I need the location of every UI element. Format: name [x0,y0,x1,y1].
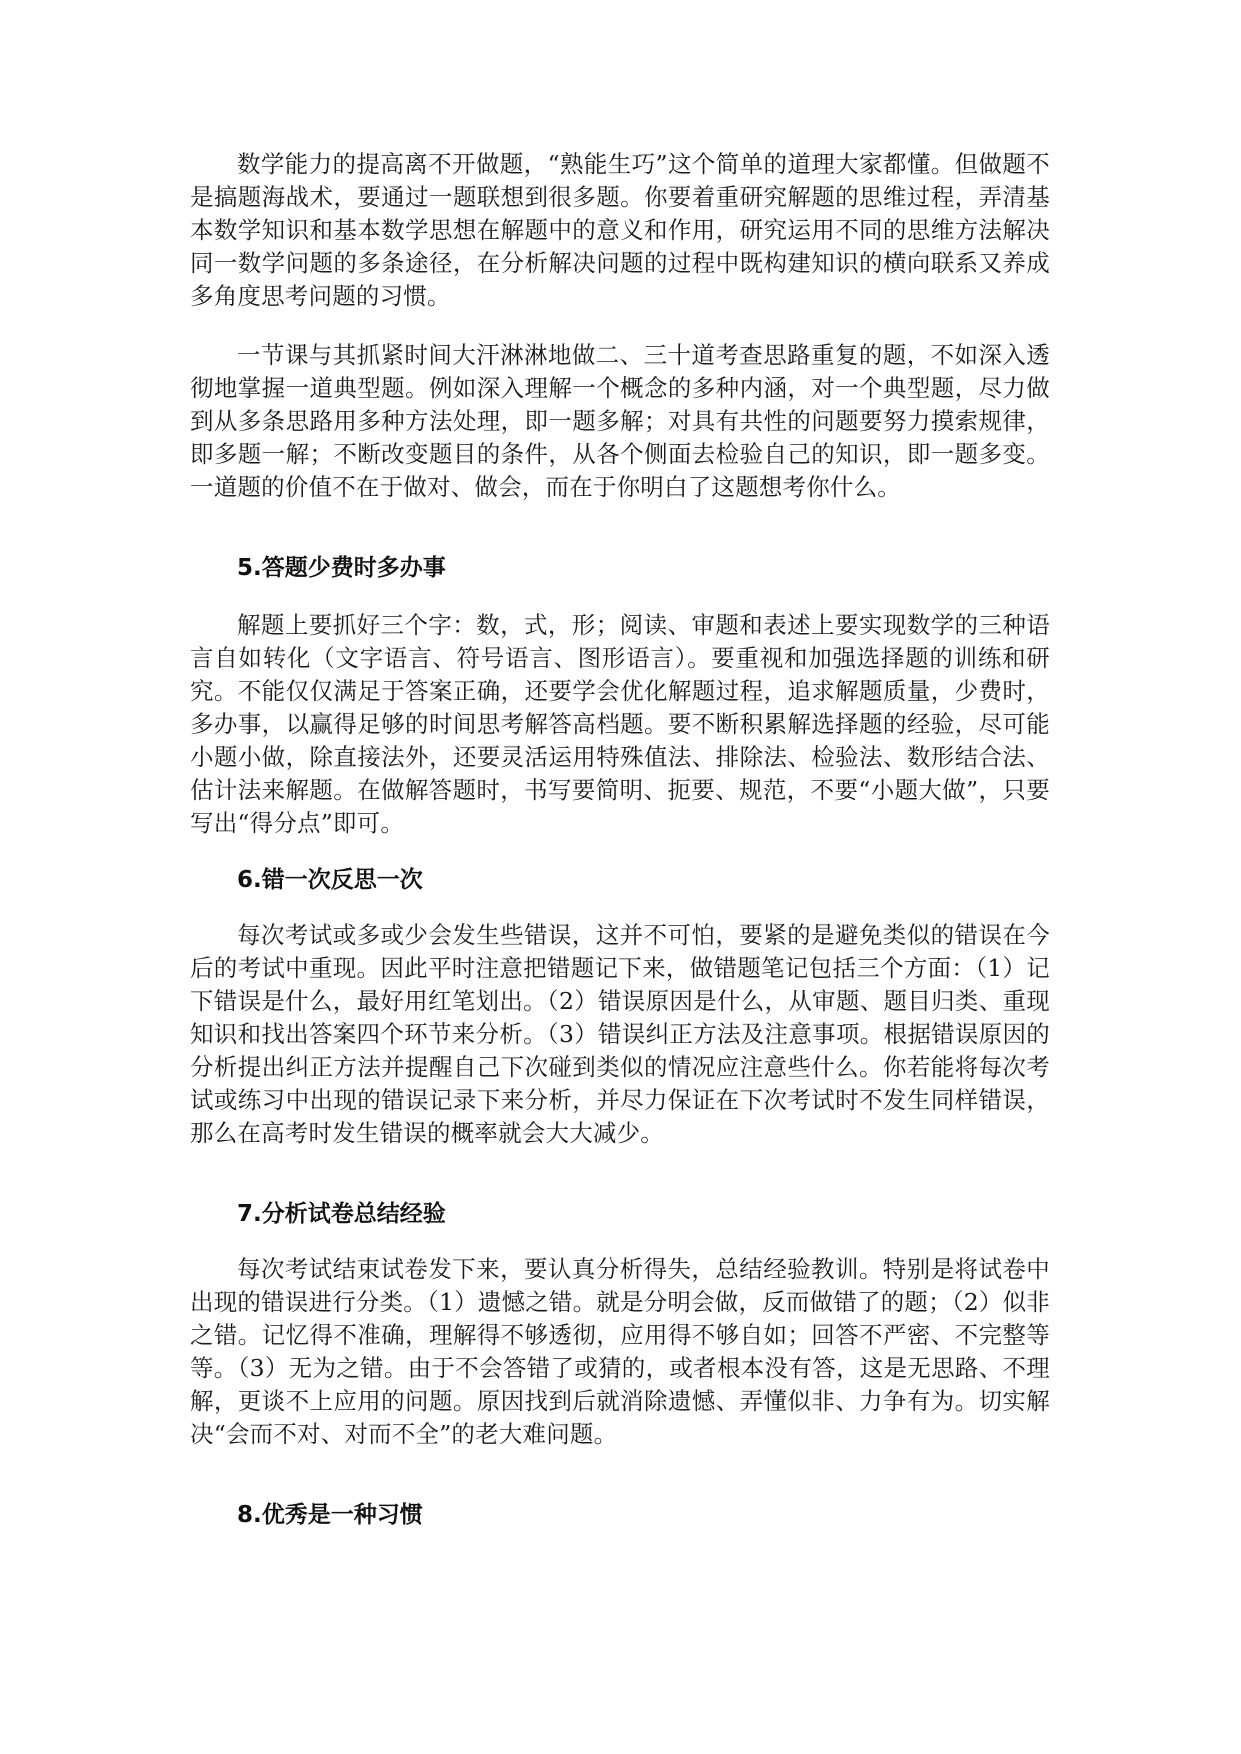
section-heading-5: 5.答题少费时多办事 [237,555,446,581]
document-page [190,148,1050,1532]
section-heading-7: 7.分析试卷总结经验 [237,1201,446,1227]
paragraph-practice-problems: 数学能力的提高离不开做题，“熟能生巧”这个简单的道理大家都懂。但做题不是搞题海战术，要通过一题联想到很多题。你要着重研究解题的思维过程，弄清基本数学知识和基本数学思想在解题中的意义和作用，研究运用不同的思维方法解决同一数学问题的多条途径，在分析解决问题的过程中既构建知识的横向联系又养成多角度思考问题的习惯。 [190,150,1050,310]
section-heading-6: 6.错一次反思一次 [237,867,423,893]
paragraph-typical-problem: 一节课与其抓紧时间大汗淋淋地做二、三十道考查思路重复的题，不如深入透彻地掌握一道典型题。例如深入理解一个概念的多种内涵，对一个典型题，尽力做到从多条思路用多种方法处理，即一题多解；对具有共性的问题要努力摸索规律，即多题一解；不断改变题目的条件，从各个侧面去检验自己的知识，即一题多变。一道题的价值不在于做对、做会，而在于你明白了这题想考你什么。 [190,341,1050,501]
paragraph-exam-analysis: 每次考试结束试卷发下来，要认真分析得失，总结经验教训。特别是将试卷中出现的错误进行分类。（1）遗憾之错。就是分明会做，反而做错了的题；（2）似非之错。记忆得不准确，理解得不够透彻，应用得不够自如；回答不严密、不完整等等。（3）无为之错。由于不会答错了或猜的，或者根本没有答，这是无思路、不理解，更谈不上应用的问题。原因找到后就消除遗憾、弄懂似非、力争有为。切实解决“会而不对、对而不全”的老大难问题。 [190,1255,1051,1448]
paragraph-answer-efficiency: 解题上要抓好三个字：数，式，形；阅读、审题和表述上要实现数学的三种语言自如转化（文字语言、符号语言、图形语言）。要重视和加强选择题的训练和研究。不能仅仅满足于答案正确，还要学会优化解题过程，追求解题质量，少费时，多办事，以赢得足够的时间思考解答高档题。要不断积累解选择题的经验，尽可能小题小做，除直接法外，还要灵活运用特殊值法、排除法、检验法、数形结合法、估计法来解题。在做解答题时，书写要简明、扼要、规范，不要“小题大做”，只要写出“得分点”即可。 [190,611,1050,837]
paragraph-error-reflection: 每次考试或多或少会发生些错误，这并不可怕，要紧的是避免类似的错误在今后的考试中重现。因此平时注意把错题记下来，做错题笔记包括三个方面：（1）记下错误是什么，最好用红笔划出。（2）错误原因是什么，从审题、题目归类、重现知识和找出答案四个环节来分析。（3）错误纠正方法及注意事项。根据错误原因的分析提出纠正方法并提醒自己下次碰到类似的情况应注意些什么。你若能将每次考试或练习中出现的错误记录下来分析，并尽力保证在下次考试时不发生同样错误，那么在高考时发生错误的概率就会大大减少。 [190,921,1050,1147]
section-heading-8: 8.优秀是一种习惯 [237,1502,423,1528]
